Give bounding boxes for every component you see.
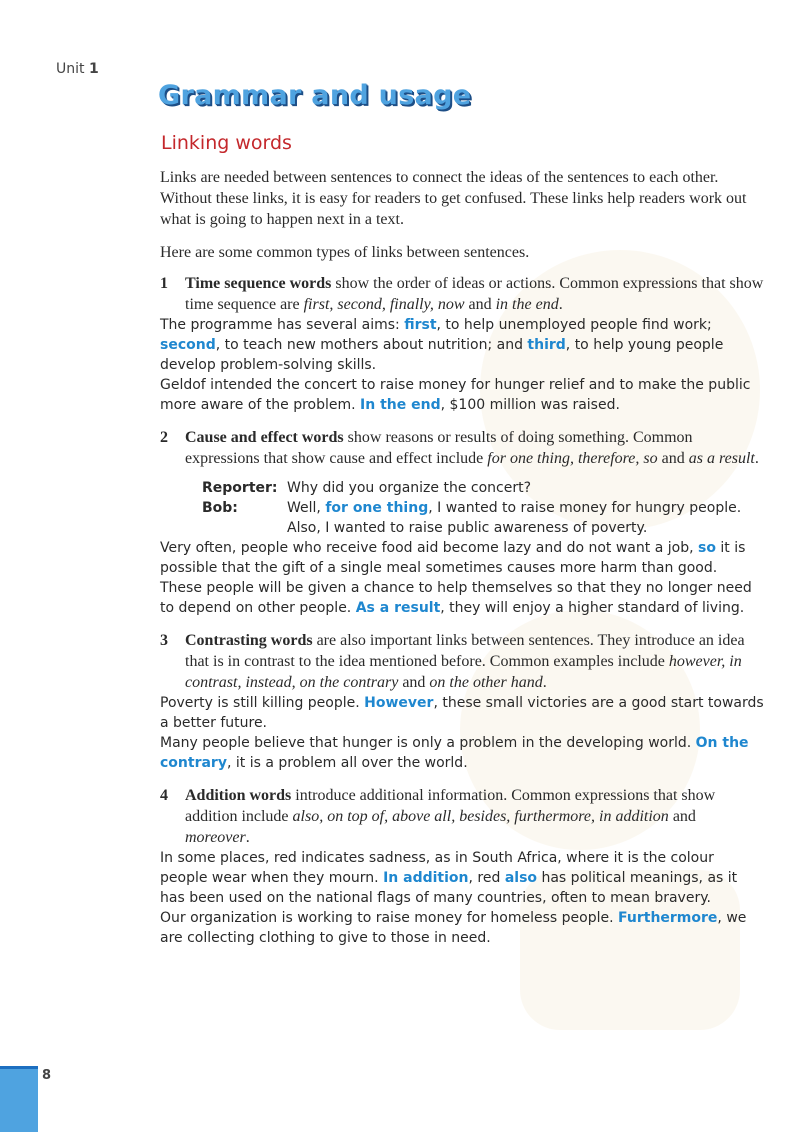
intro-paragraph: Links are needed between sentences to connect the ideas of the sentences to each other. Without these links, it is easy for readers to get confused. These links help readers work out what is going to happen next in a text. — [160, 169, 747, 228]
item-description — [185, 427, 764, 469]
item-end: . — [558, 296, 563, 313]
speaker-name: Reporter: — [202, 480, 278, 496]
example-text: , to help young people develop problem-solving skills. — [160, 337, 724, 373]
example-sentence — [160, 908, 764, 948]
section-title: Linking words — [161, 132, 292, 154]
item-expressions: also, on top of, above all, besides, furthermore, in addition — [292, 808, 669, 825]
item-number: 2 — [160, 429, 168, 446]
item-description — [185, 785, 764, 848]
example-text: , we are collecting clothing to give to those in need. — [160, 910, 747, 946]
linking-word: so — [697, 540, 716, 556]
linking-word: Furthermore — [618, 910, 718, 926]
item-term: Contrasting words — [185, 632, 313, 649]
example-text: Poverty is still killing people. — [160, 695, 365, 711]
item-end: . — [754, 450, 759, 467]
dialogue-line — [287, 478, 764, 498]
item-number: 4 — [160, 787, 168, 804]
example-text: it is possible that the gift of a single meal sometimes causes more harm than good. — [160, 540, 746, 576]
linking-word: On the contrary — [160, 735, 749, 771]
item-desc-text: show the order of ideas or actions. Common expressions that show time sequence are — [185, 275, 764, 313]
example-text: , to teach new mothers about nutrition; and — [215, 337, 528, 353]
item-expressions: as a result — [688, 450, 755, 467]
main-content — [160, 167, 764, 948]
list-item-time-sequence — [160, 273, 764, 315]
list-item-cause-effect — [160, 427, 764, 469]
linking-word: for one thing — [325, 500, 429, 516]
linking-word: third — [527, 337, 566, 353]
item-term: Addition words — [185, 787, 292, 804]
example-sentence — [160, 693, 764, 733]
item-desc-text: introduce additional information. Common expressions that show addition include — [185, 787, 716, 825]
item-description — [185, 273, 764, 315]
unit-word: Unit — [56, 61, 85, 77]
example-text: These people will be given a chance to help themselves so that they no longer need to depend on other people. — [160, 580, 752, 616]
example-text: , it is a problem all over the world. — [226, 755, 468, 771]
linking-word: In addition — [383, 870, 469, 886]
item-description — [185, 630, 764, 693]
item-end: . — [542, 674, 547, 691]
speaker-name: Bob: — [202, 500, 238, 516]
linking-word: first — [404, 317, 437, 333]
dialogue-text: , I wanted to raise money for hungry people. Also, I wanted to raise public awareness of poverty. — [287, 500, 742, 536]
example-sentence — [160, 538, 764, 578]
linking-word: In the end — [360, 397, 441, 413]
item-expressions: for one thing, therefore, so — [487, 450, 658, 467]
dialogue-text: Well, — [287, 500, 326, 516]
unit-label — [56, 61, 99, 77]
example-sentence — [160, 375, 764, 415]
linking-word: However — [364, 695, 434, 711]
example-sentence — [160, 578, 764, 618]
dialogue-line — [287, 498, 764, 538]
item-expressions: in the end — [495, 296, 559, 313]
page-number: 8 — [42, 1068, 52, 1083]
example-text: , $100 million was raised. — [440, 397, 620, 413]
example-text: , to help unemployed people find work; — [436, 317, 712, 333]
page-corner-tab-line — [0, 1066, 38, 1069]
example-sentence — [160, 315, 764, 375]
example-text: Our organization is working to raise money for homeless people. — [160, 910, 619, 926]
item-term: Cause and effect words — [185, 429, 344, 446]
item-join: and — [398, 674, 430, 691]
item-desc-text: show reasons or results of doing something. Common expressions that show cause and effect include — [185, 429, 693, 467]
dialogue-text: Why did you organize the concert? — [287, 480, 532, 496]
item-expressions: however, in contrast, instead, on the contrary — [185, 653, 742, 691]
example-text: Many people believe that hunger is only a problem in the developing world. — [160, 735, 696, 751]
example-text: Geldof intended the concert to raise money for hunger relief and to make the public more aware of the problem. — [160, 377, 751, 413]
list-item-addition — [160, 785, 764, 848]
item-expressions: first, second, finally, now — [303, 296, 465, 313]
unit-number: 1 — [88, 61, 99, 77]
item-end: . — [245, 829, 250, 846]
item-join: and — [668, 808, 696, 825]
example-sentence — [160, 733, 764, 773]
linking-word: also — [504, 870, 538, 886]
item-number: 1 — [160, 275, 168, 292]
list-item-contrasting — [160, 630, 764, 693]
intro-paragraph: Here are some common types of links between sentences. — [160, 244, 530, 261]
example-text: In some places, red indicates sadness, as in South Africa, where it is the colour people wear when they mourn. — [160, 850, 714, 886]
item-number: 3 — [160, 632, 168, 649]
dialogue — [202, 478, 764, 538]
page-title: Grammar and usage — [158, 80, 472, 111]
example-sentence — [160, 848, 764, 908]
example-text: has political meanings, as it has been used on the national flags of many countries, often to mean bravery. — [160, 870, 738, 906]
example-text: , red — [468, 870, 505, 886]
linking-word: second — [160, 337, 216, 353]
item-join: and — [464, 296, 496, 313]
item-expressions: on the other hand — [429, 674, 543, 691]
example-text: Very often, people who receive food aid become lazy and do not want a job, — [160, 540, 698, 556]
item-join: and — [657, 450, 689, 467]
linking-word: As a result — [355, 600, 441, 616]
item-term: Time sequence words — [185, 275, 332, 292]
page-corner-tab — [0, 1066, 38, 1132]
item-desc-text: are also important links between sentences. They introduce an idea that is in contrast to the idea mentioned before. Common examples include — [185, 632, 745, 670]
example-text: , they will enjoy a higher standard of living. — [440, 600, 745, 616]
example-text: The programme has several aims: — [160, 317, 405, 333]
example-text: , these small victories are a good start towards a better future. — [160, 695, 764, 731]
item-expressions: moreover — [185, 829, 246, 846]
